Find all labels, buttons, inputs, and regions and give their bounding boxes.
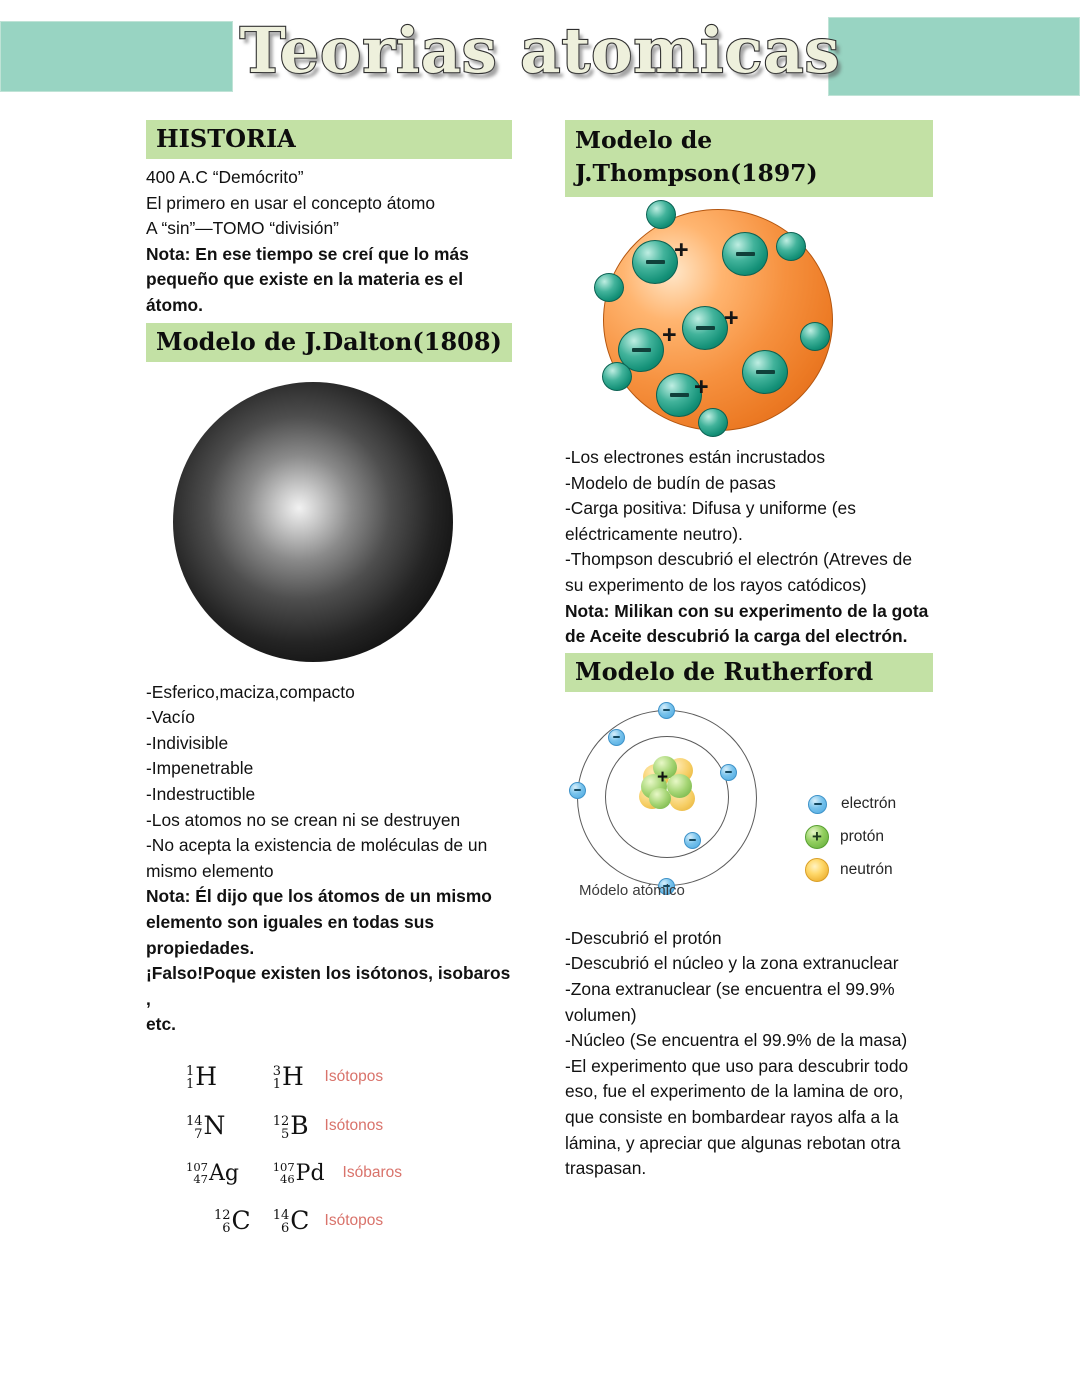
mass-number: 3 <box>272 1064 281 1080</box>
spacer <box>251 1196 273 1246</box>
electron-icon <box>720 764 737 781</box>
text-line: traspasan. <box>565 1158 647 1179</box>
nuclide-second <box>273 1196 325 1246</box>
electron-icon <box>646 200 676 229</box>
right-column <box>565 120 933 1182</box>
nuclide-relation-label: Isótopos <box>324 1067 384 1085</box>
electron-icon <box>569 782 586 799</box>
positive-charge-icon: + <box>724 304 739 332</box>
spacer <box>251 1151 273 1196</box>
text-line: -El experimento que uso para descubrir todo <box>565 1055 909 1076</box>
mass-number: 14 <box>186 1113 203 1129</box>
rutherford-body <box>565 924 933 1182</box>
legend-label: protón <box>840 828 884 846</box>
dalton-sphere-icon <box>173 382 453 662</box>
text-line: elemento son iguales en todas sus <box>146 911 434 932</box>
dalton-body <box>146 680 512 1038</box>
legend-item-electron <box>805 788 896 821</box>
atomic-number: 6 <box>222 1221 231 1237</box>
electron-icon <box>682 306 728 350</box>
text-line: -Los atomos no se crean ni se destruyen <box>146 809 461 830</box>
section-header-dalton: Modelo de J.Dalton(1808) <box>146 323 512 362</box>
isotope-notation-table <box>186 1052 402 1246</box>
text-line: 400 A.C “Demócrito” <box>146 167 304 187</box>
dalton-figure <box>146 362 512 680</box>
plum-pudding-sphere-icon <box>603 209 833 431</box>
positive-charge-icon: + <box>674 236 689 264</box>
nuclide-relation-label: Isóbaros <box>342 1164 402 1182</box>
mass-number: 1 <box>186 1064 195 1080</box>
text-line: ¡Falso!Poque existen los isótonos, isobaros , <box>146 963 511 1009</box>
electron-icon <box>722 232 768 276</box>
element-symbol: C <box>231 1205 251 1235</box>
text-line: -Descubrió el protón <box>565 927 722 948</box>
element-symbol: H <box>195 1061 218 1091</box>
electron-icon <box>742 350 788 394</box>
element-symbol: Ag <box>208 1160 239 1186</box>
nuclide-second <box>273 1151 325 1196</box>
nuclide-relation-label: Isótopos <box>324 1211 384 1229</box>
text-line: -Zona extranuclear (se encuentra el 99.9% <box>565 978 895 999</box>
text-line: pequeño que existe en la materia es el <box>146 269 464 290</box>
text-line: Nota: Milikan con su experimento de la gota <box>565 600 929 621</box>
electron-icon <box>602 362 632 391</box>
nucleus-plus-icon: + <box>657 766 669 788</box>
element-symbol: Pd <box>295 1160 325 1186</box>
neutron-icon <box>805 858 829 882</box>
section-header-rutherford: Modelo de Rutherford <box>565 653 933 692</box>
nucleus-cluster <box>637 754 699 812</box>
nuclide-second <box>273 1101 325 1151</box>
section-header-historia: HISTORIA <box>146 120 512 159</box>
element-symbol: C <box>290 1205 310 1235</box>
electron-icon <box>594 273 624 302</box>
thompson-figure <box>565 197 933 445</box>
positive-charge-icon: + <box>662 321 677 349</box>
electron-icon <box>776 232 806 261</box>
legend-label: neutrón <box>840 861 893 879</box>
text-line: -Impenetrable <box>146 758 254 779</box>
atomic-number: 7 <box>194 1126 203 1142</box>
nuclide-relation-label: Isótonos <box>324 1117 384 1135</box>
atomic-number: 1 <box>272 1077 281 1093</box>
text-line: -Núcleo (Se encuentra el 99.9% de la masa) <box>565 1030 908 1051</box>
left-column <box>146 120 512 1245</box>
text-line: -Descubrió el núcleo y la zona extranuclear <box>565 953 899 974</box>
text-line: Nota: En ese tiempo se creí que lo más <box>146 243 469 264</box>
text-line: propiedades. <box>146 937 255 958</box>
text-line: eléctricamente neutro). <box>565 523 743 544</box>
text-line: -Esferico,maciza,compacto <box>146 681 355 702</box>
atomic-number: 6 <box>280 1221 290 1237</box>
text-line: de Aceite descubrió la carga del electrón. <box>565 626 908 647</box>
nuclide-first <box>186 1151 251 1196</box>
proton-icon <box>667 774 692 798</box>
table-row <box>186 1052 402 1102</box>
section-header-thompson <box>565 120 933 197</box>
mass-number: 107 <box>272 1160 295 1175</box>
spacer <box>251 1101 273 1151</box>
proton-icon <box>649 788 671 809</box>
mass-number: 12 <box>214 1208 231 1224</box>
text-line: Nota: Él dijo que los átomos de un mismo <box>146 886 492 907</box>
nuclide-first <box>186 1052 251 1102</box>
page-title: Teorias atomicas <box>239 14 841 87</box>
electron-icon <box>698 408 728 437</box>
legend-item-neutron <box>805 854 896 887</box>
electron-icon <box>632 240 678 284</box>
element-symbol: H <box>281 1061 304 1091</box>
rutherford-figure <box>565 692 933 924</box>
header-line-1: Modelo de <box>575 126 713 154</box>
text-line: -Modelo de budín de pasas <box>565 472 776 493</box>
text-line: mismo elemento <box>146 860 274 881</box>
mass-number: 14 <box>272 1208 290 1224</box>
text-line: su experimento de los rayos catódicos) <box>565 574 867 595</box>
thompson-body <box>565 445 933 650</box>
text-line: lámina, y apreciar que algunas rebotan otra <box>565 1132 901 1153</box>
atomic-number: 47 <box>193 1171 208 1186</box>
positive-charge-icon: + <box>694 373 709 401</box>
text-line: que consiste en bombardear rayos alfa a la <box>565 1106 899 1127</box>
text-line: -Vacío <box>146 707 195 728</box>
atomic-number: 1 <box>186 1077 195 1093</box>
legend-label: electrón <box>841 795 897 813</box>
table-row <box>186 1151 402 1196</box>
proton-icon: + <box>805 825 829 849</box>
element-symbol: B <box>290 1111 309 1141</box>
atomic-number: 5 <box>280 1126 290 1142</box>
electron-icon <box>608 729 625 746</box>
spacer <box>251 1052 273 1102</box>
nuclide-second <box>273 1052 325 1102</box>
nuclide-first <box>186 1196 251 1246</box>
element-symbol: N <box>203 1111 226 1141</box>
text-line: volumen) <box>565 1004 637 1025</box>
atomic-number: 46 <box>280 1171 295 1186</box>
text-line: -Indestructible <box>146 783 256 804</box>
text-line: eso, fue el experimento de la lamina de oro, <box>565 1081 904 1102</box>
text-line: -Indivisible <box>146 732 229 753</box>
electron-icon <box>800 322 830 351</box>
text-line: -Carga positiva: Difusa y uniforme (es <box>565 498 856 519</box>
historia-body <box>146 159 512 319</box>
legend-item-proton <box>805 821 896 854</box>
nuclide-first <box>186 1101 251 1151</box>
electron-icon <box>684 832 701 849</box>
text-line: A “sin”—TOMO “división” <box>146 218 339 239</box>
figure-caption: Módelo atómico <box>579 881 685 899</box>
electron-icon <box>658 702 675 719</box>
text-line: -Los electrones están incrustados <box>565 447 826 467</box>
text-line: El primero en usar el concepto átomo <box>146 192 436 213</box>
mass-number: 12 <box>272 1113 290 1129</box>
text-line: -No acepta la existencia de moléculas de un <box>146 835 488 856</box>
electron-icon <box>808 795 827 814</box>
rutherford-legend <box>805 788 896 887</box>
text-line: átomo. <box>146 294 204 315</box>
mass-number: 107 <box>186 1160 208 1175</box>
header-line-2: J.Thompson(1897) <box>575 159 818 187</box>
table-row <box>186 1101 402 1151</box>
text-line: -Thompson descubrió el electrón (Atreves de <box>565 549 913 570</box>
text-line: etc. <box>146 1014 176 1035</box>
table-row <box>186 1196 402 1246</box>
